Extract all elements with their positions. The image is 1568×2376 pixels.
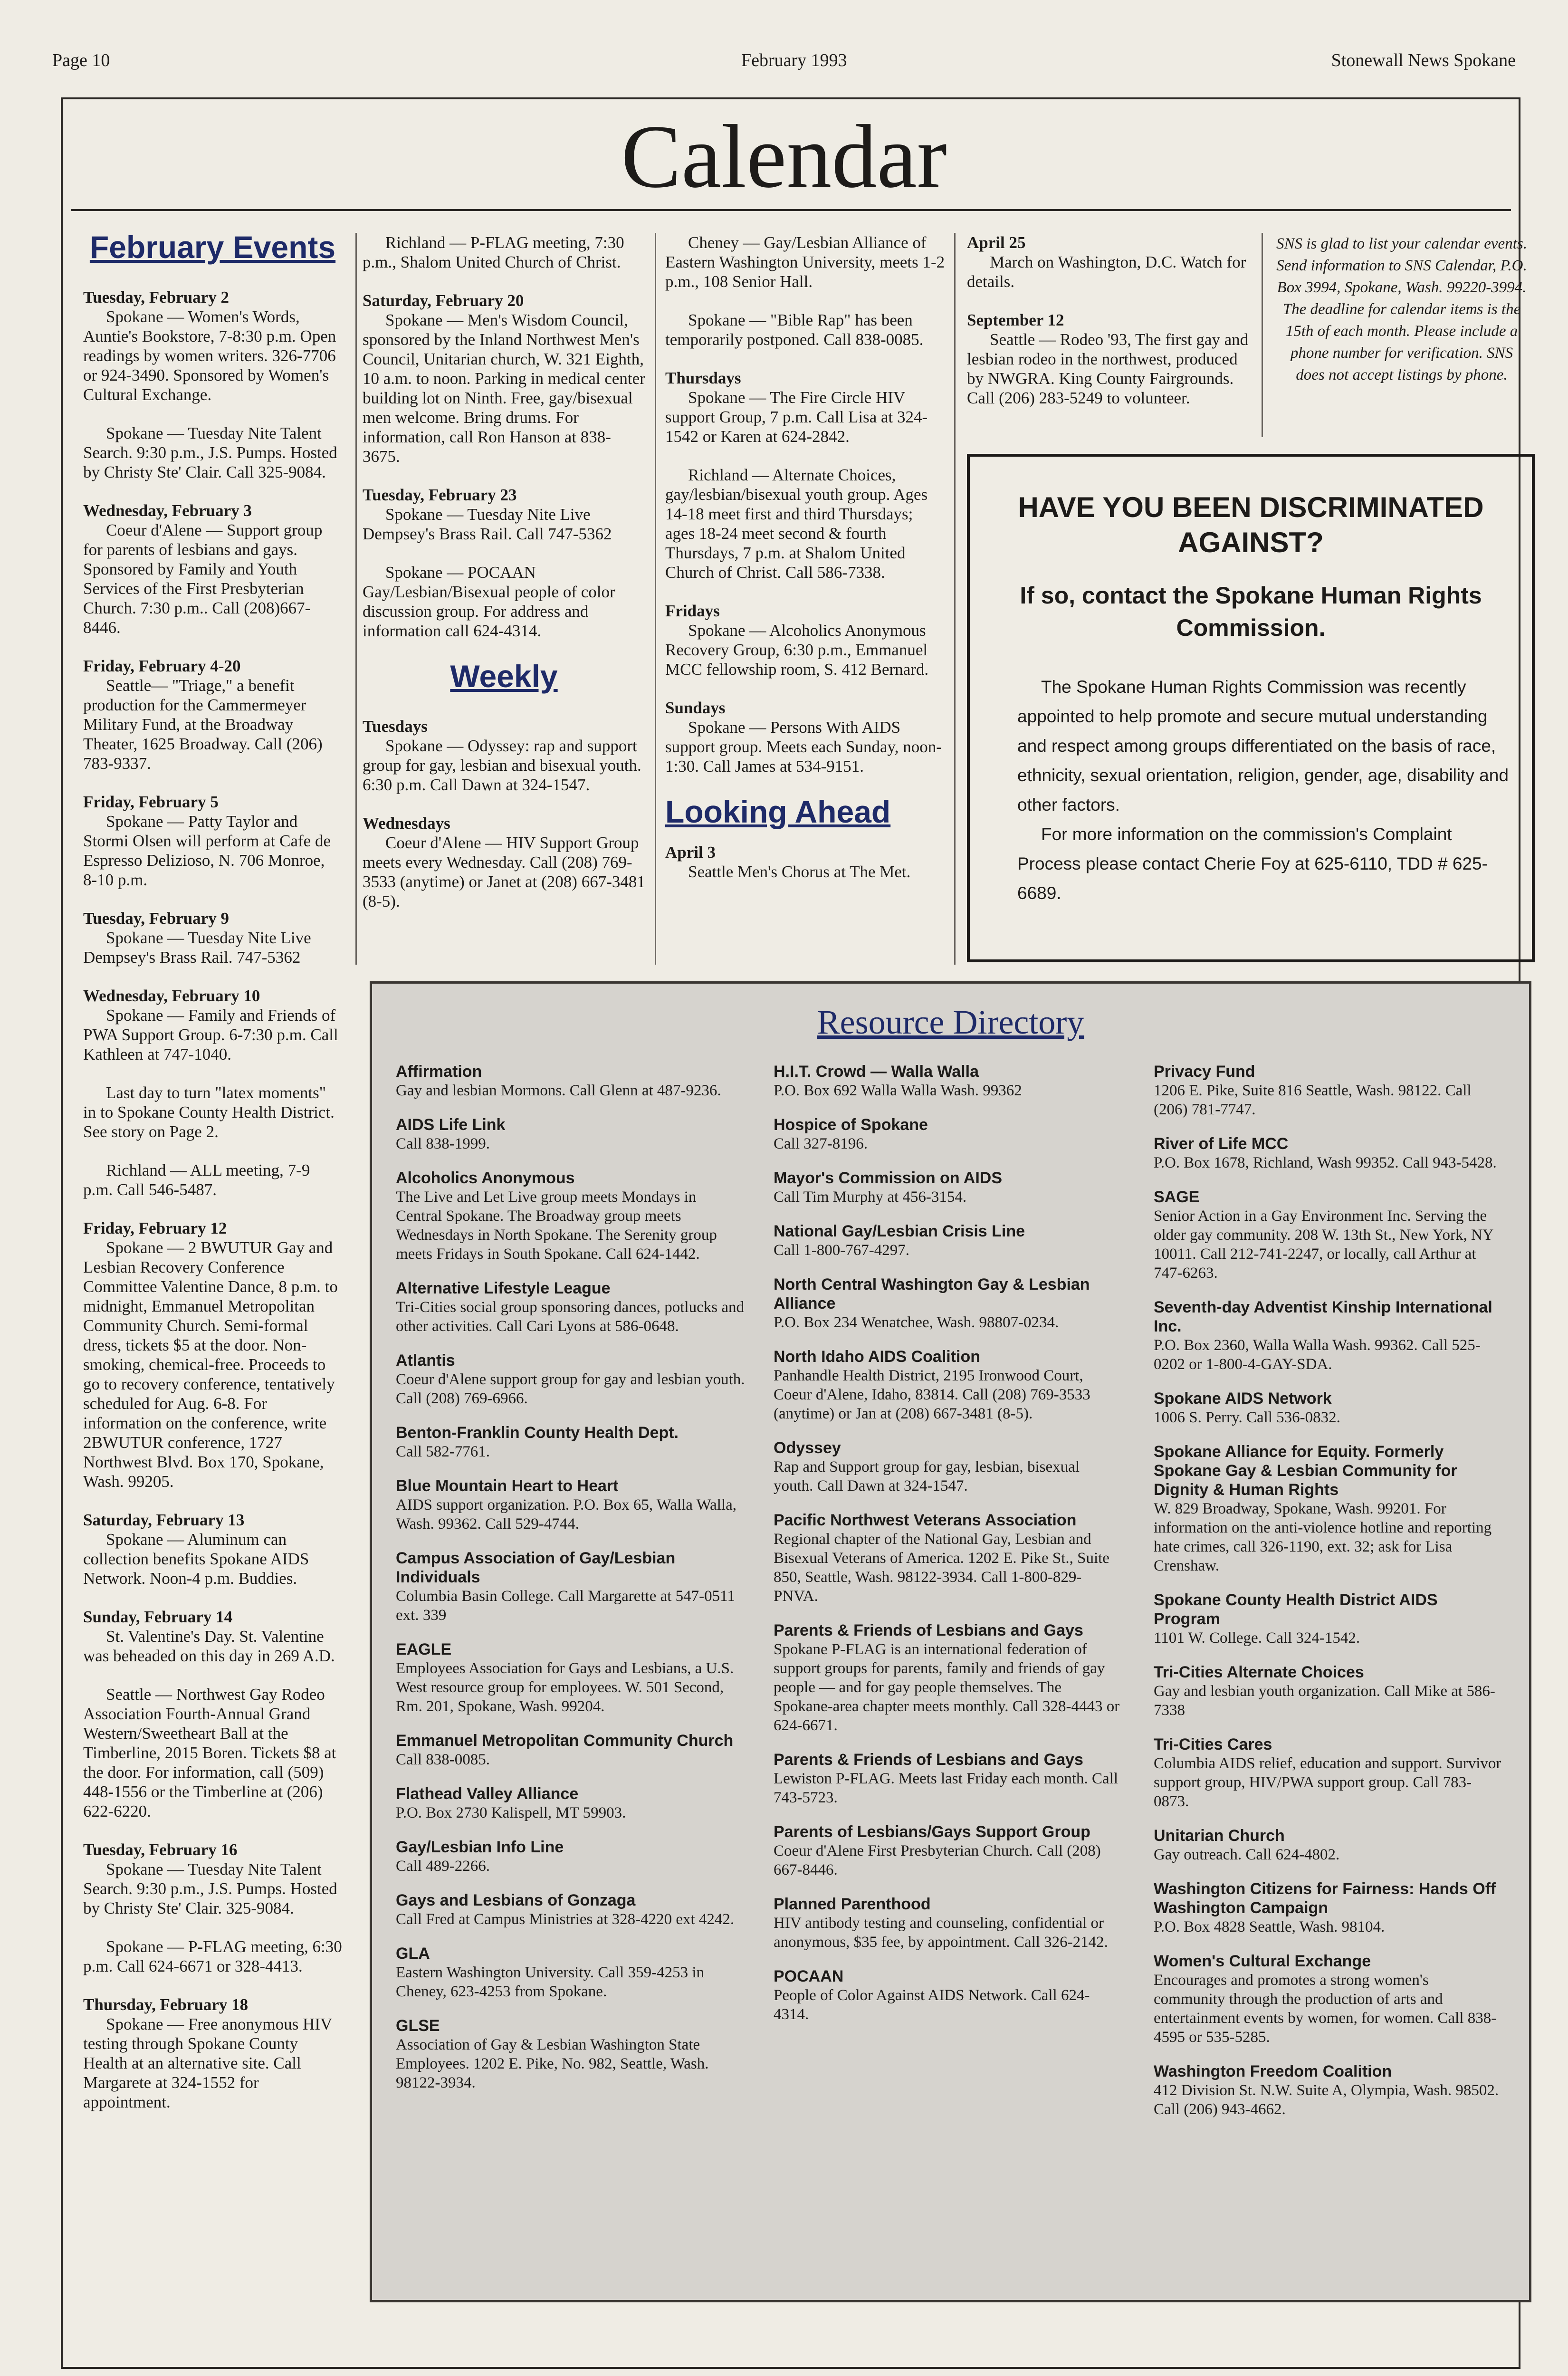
calendar-event <box>665 310 946 349</box>
resource-name: Hospice of Spokane <box>774 1116 928 1134</box>
resource-description: Gay and lesbian youth organization. Call Mike at 586-7338 <box>1154 1683 1495 1719</box>
resource-description: Eastern Washington University. Call 359-4253 in Cheney, 623-4253 from Spokane. <box>396 1964 705 2000</box>
calendar-event <box>83 423 342 482</box>
resource-name: Affirmation <box>396 1063 482 1081</box>
event-date: Tuesday, February 16 <box>83 1840 238 1859</box>
resource-name: Pacific Northwest Veterans Association <box>774 1511 1077 1529</box>
resource-description: P.O. Box 4828 Seattle, Wash. 98104. <box>1154 1918 1385 1935</box>
resource-entry <box>1154 1442 1503 1575</box>
resource-name: National Gay/Lesbian Crisis Line <box>774 1222 1025 1240</box>
resource-description: 1101 W. College. Call 324-1542. <box>1154 1629 1360 1647</box>
resource-entry <box>1154 1663 1503 1720</box>
event-text: Richland — ALL meeting, 7-9 p.m. Call 546-5487. <box>83 1161 310 1199</box>
resource-entry <box>1154 1735 1503 1811</box>
resource-description: AIDS support organization. P.O. Box 65, Walla Walla, Wash. 99362. Call 529-4744. <box>396 1496 736 1533</box>
calendar-event <box>83 501 342 637</box>
resource-description: Coeur d'Alene support group for gay and lesbian youth. Call (208) 769-6966. <box>396 1371 745 1407</box>
event-date: Thursdays <box>665 369 741 387</box>
resource-name: Spokane Alliance for Equity. Formerly Spokane Gay & Lesbian Community for Dignity & Human Rights <box>1154 1443 1457 1499</box>
calendar-column-1 <box>83 230 342 2131</box>
event-text: Spokane — Persons With AIDS support group. Meets each Sunday, noon-1:30. Call James at 534-9151. <box>665 718 942 776</box>
resource-name: Parents & Friends of Lesbians and Gays <box>774 1751 1083 1769</box>
event-text: Seattle — Northwest Gay Rodeo Association Fourth-Annual Grand Western/Sweetheart Ball at the Timberline, 2015 Boren. Tickets $8 at the door. For information, call (509) 448-1556 or the Timberline at (206) 622-6220. <box>83 1685 336 1820</box>
resource-description: The Live and Let Live group meets Mondays in Central Spokane. The Broadway group meets Wednesdays in North Spokane. The Serenity group meets Fridays in South Spokane. Call 624-1442. <box>396 1188 717 1263</box>
calendar-event <box>665 843 946 881</box>
event-text: Spokane — Men's Wisdom Council, sponsored by the Inland Northwest Men's Council, Unitarian church, W. 321 Eighth, 10 a.m. to noon. Parking in medical center building lot on Ninth. Free, gay/bisexual men welcome. Bring drums. For information, call Ron Hanson at 838-3675. <box>363 311 645 466</box>
column-divider <box>355 233 357 965</box>
resource-entry <box>396 1062 745 1100</box>
ad-body-paragraph: The Spokane Human Rights Commission was recently appointed to help promote and secure mutual understanding and respect among groups differentiated on the basis of race, ethnicity, sexual orientation, religion, gender, age, disability and other factors. <box>1017 677 1509 814</box>
event-text: March on Washington, D.C. Watch for details. <box>967 253 1246 291</box>
event-date: Saturday, February 13 <box>83 1511 245 1529</box>
resource-entry <box>396 1731 745 1769</box>
resource-description: Call 327-8196. <box>774 1135 868 1152</box>
event-text: Seattle — Rodeo '93, The first gay and lesbian rodeo in the northwest, produced by NWGRA. King County Fairgrounds. Call (206) 283-5249 to volunteer. <box>967 330 1249 407</box>
resource-entry <box>1154 1188 1503 1283</box>
event-date: Tuesday, February 9 <box>83 909 229 928</box>
resource-description: Call 838-0085. <box>396 1751 490 1768</box>
event-text: Spokane — 2 BWUTUR Gay and Lesbian Recovery Conference Committee Valentine Dance, 8 p.m. to midnight, Emmanuel Metropolitan Community Church. Semi-formal dress, tickets $5 at the door. Non-smoking, chemical-free. Proceeds to go to recovery conference, tentatively scheduled for Aug. 6-8. For information on the conference, write 2BWUTUR conference, 1727 Northwest Blvd. Box 170, Spokane, Wash. 99205. <box>83 1238 338 1491</box>
resource-entry <box>396 1549 745 1625</box>
resource-entry <box>1154 1389 1503 1427</box>
resource-entry <box>396 1891 745 1929</box>
event-text: Seattle Men's Chorus at The Met. <box>688 862 911 881</box>
event-list <box>665 843 946 881</box>
resource-name: Odyssey <box>774 1439 841 1457</box>
resource-entry <box>396 1351 745 1408</box>
event-date: Thursday, February 18 <box>83 1995 249 2014</box>
human-rights-ad <box>967 454 1535 962</box>
event-text: Spokane — The Fire Circle HIV support Group, 7 p.m. Call Lisa at 324-1542 or Karen at 624-2842. <box>665 388 928 446</box>
resource-name: Tri-Cities Cares <box>1154 1735 1272 1753</box>
calendar-event <box>363 717 645 795</box>
resource-name: SAGE <box>1154 1188 1200 1206</box>
event-text: St. Valentine's Day. St. Valentine was beheaded on this day in 269 A.D. <box>83 1627 335 1665</box>
calendar-event <box>363 563 645 641</box>
calendar-event <box>363 291 645 466</box>
resource-entry <box>1154 1298 1503 1374</box>
title-rule <box>71 209 1511 211</box>
resource-description: Panhandle Health District, 2195 Ironwood Court, Coeur d'Alene, Idaho, 83814. Call (208) 769-3533 (anytime) or Jan at (208) 667-3481 (8-5). <box>774 1367 1090 1422</box>
resource-name: Benton-Franklin County Health Dept. <box>396 1424 679 1442</box>
calendar-column-2 <box>363 233 645 930</box>
resource-description: Regional chapter of the National Gay, Lesbian and Bisexual Veterans of America. 1202 E. Pike St., Suite 850, Seattle, Wash. 98122-3934. Call 1-800-829-PNVA. <box>774 1531 1109 1605</box>
event-text: Coeur d'Alene — Support group for parents of lesbians and gays. Sponsored by Family and Youth Services of the First Presbyterian Church. 7:30 p.m.. Call (208)667-8446. <box>83 521 323 637</box>
resource-description: Columbia Basin College. Call Margarette at 547-0511 ext. 339 <box>396 1588 735 1624</box>
resource-entry <box>774 1750 1123 1807</box>
resource-entry <box>396 1838 745 1876</box>
event-list <box>363 233 645 641</box>
resource-description: Encourages and promotes a strong women's community through the production of arts and entertainment events by women, for women. Call 838-4595 or 535-5285. <box>1154 1972 1497 2046</box>
event-text: Last day to turn "latex moments" in to Spokane County Health District. See story on Page 2. <box>83 1083 335 1141</box>
calendar-event <box>363 485 645 544</box>
event-date: April 25 <box>967 233 1026 252</box>
event-date: Saturday, February 20 <box>363 291 524 310</box>
event-text: Richland — Alternate Choices, gay/lesbian/bisexual youth group. Ages 14-18 meet first and third Thursdays; ages 18-24 meet second & fourth Thursdays, 7 p.m. at Shalom United Church of Christ. Call 586-7338. <box>665 466 928 582</box>
resource-name: Alternative Lifestyle League <box>396 1279 611 1297</box>
event-list <box>363 717 645 911</box>
resource-entry <box>774 1438 1123 1495</box>
resource-name: POCAAN <box>774 1967 844 1985</box>
resource-name: Spokane AIDS Network <box>1154 1389 1332 1408</box>
page-header <box>52 50 1516 78</box>
column-divider <box>655 233 656 965</box>
resource-name: Parents of Lesbians/Gays Support Group <box>774 1823 1090 1841</box>
resource-entry <box>774 1511 1123 1606</box>
event-text: Spokane — POCAAN Gay/Lesbian/Bisexual people of color discussion group. For address and information call 624-4314. <box>363 563 615 640</box>
resource-description: 1006 S. Perry. Call 536-0832. <box>1154 1409 1340 1426</box>
event-date: Tuesdays <box>363 717 428 736</box>
resource-description: Rap and Support group for gay, lesbian, bisexual youth. Call Dawn at 324-1547. <box>774 1458 1080 1495</box>
resource-entry <box>774 1115 1123 1153</box>
resource-description: Employees Association for Gays and Lesbians, a U.S. West resource group for employees. W. 501 Second, Rm. 201, Spokane, Wash. 99204. <box>396 1660 734 1715</box>
resource-name: Atlantis <box>396 1351 455 1370</box>
calendar-event <box>83 1510 342 1588</box>
event-list <box>967 233 1252 408</box>
resource-name: Seventh-day Adventist Kinship International Inc. <box>1154 1298 1492 1335</box>
resource-description: 412 Division St. N.W. Suite A, Olympia, Wash. 98502. Call (206) 943-4662. <box>1154 2082 1499 2118</box>
event-date: Friday, February 5 <box>83 793 219 811</box>
event-text: Spokane — Family and Friends of PWA Support Group. 6-7:30 p.m. Call Kathleen at 747-1040. <box>83 1006 338 1063</box>
event-date: April 3 <box>665 843 716 862</box>
calendar-event <box>83 1685 342 1821</box>
resource-entry <box>774 1275 1123 1332</box>
resource-column <box>1154 1062 1503 2134</box>
resource-description: Columbia AIDS relief, education and support. Survivor support group, HIV/PWA support group. Call 783-0873. <box>1154 1755 1501 1810</box>
resource-description: P.O. Box 234 Wenatchee, Wash. 98807-0234. <box>774 1314 1059 1331</box>
resource-name: Washington Citizens for Fairness: Hands Off Washington Campaign <box>1154 1880 1496 1917</box>
event-date: Wednesday, February 3 <box>83 501 252 520</box>
resource-description: Gay outreach. Call 624-4802. <box>1154 1846 1340 1863</box>
resource-entry <box>774 1822 1123 1879</box>
resource-entry <box>1154 1879 1503 1936</box>
calendar-event <box>83 1607 342 1666</box>
resource-entry <box>396 1476 745 1533</box>
event-date: Tuesday, February 23 <box>363 486 517 504</box>
resource-description: P.O. Box 1678, Richland, Wash 99352. Call 943-5428. <box>1154 1154 1497 1171</box>
submission-note: SNS is glad to list your calendar events. Send information to SNS Calendar, P.O. Box 3994, Spokane, Wash. 99220-3994. The deadline for calendar items is the 15th of each month. Please include a phone number for verification. SNS does not accept listings by phone. <box>1276 235 1527 383</box>
resource-column <box>774 1062 1123 2039</box>
event-text: Spokane — "Bible Rap" has been temporarily postponed. Call 838-0085. <box>665 311 924 349</box>
resource-directory <box>370 981 1531 2302</box>
resource-name: Spokane County Health District AIDS Program <box>1154 1591 1438 1628</box>
resource-description: Call 1-800-767-4297. <box>774 1242 909 1259</box>
calendar-event <box>363 233 645 272</box>
resource-entry <box>1154 1952 1503 2047</box>
looking-ahead-heading: Looking Ahead <box>665 794 891 829</box>
resource-entry <box>774 1895 1123 1952</box>
resource-entry <box>774 1347 1123 1423</box>
event-list <box>665 233 946 776</box>
calendar-event <box>83 1840 342 1918</box>
page-title: Calendar <box>621 107 947 207</box>
event-date: Sunday, February 14 <box>83 1608 233 1626</box>
event-text: Spokane — Tuesday Nite Live Dempsey's Brass Rail. Call 747-5362 <box>363 505 612 543</box>
calendar-event <box>665 465 946 582</box>
event-date: Tuesday, February 2 <box>83 288 229 307</box>
resource-description: People of Color Against AIDS Network. Call 624-4314. <box>774 1987 1090 2023</box>
event-date: Sundays <box>665 699 726 717</box>
resource-name: Alcoholics Anonymous <box>396 1169 575 1187</box>
event-text: Spokane — Odyssey: rap and support group for gay, lesbian and bisexual youth. 6:30 p.m. Call Dawn at 324-1547. <box>363 737 641 794</box>
ad-body <box>970 644 1532 908</box>
calendar-event <box>83 656 342 773</box>
resource-name: Privacy Fund <box>1154 1063 1255 1081</box>
event-date: Wednesday, February 10 <box>83 987 260 1005</box>
calendar-event <box>967 310 1252 408</box>
event-text: Spokane — Aluminum can collection benefits Spokane AIDS Network. Noon-4 p.m. Buddies. <box>83 1530 309 1588</box>
resource-description: HIV antibody testing and counseling, confidential or anonymous, $35 fee, by appointment. Call 326-2142. <box>774 1915 1108 1951</box>
event-date: Friday, February 12 <box>83 1219 227 1237</box>
resource-entry <box>396 1115 745 1153</box>
calendar-column-4 <box>967 233 1252 427</box>
resource-description: Call 582-7761. <box>396 1443 490 1460</box>
resource-name: GLA <box>396 1945 430 1963</box>
event-text: Seattle— "Triage," a benefit production for the Cammermeyer Military Fund, at the Broadway Theater, 1625 Broadway. Call (206) 783-9337. <box>83 676 323 773</box>
calendar-event <box>83 1160 342 1199</box>
resource-entry <box>774 1621 1123 1735</box>
calendar-event <box>83 1083 342 1141</box>
resource-name: Women's Cultural Exchange <box>1154 1952 1371 1970</box>
resource-description: Call 838-1999. <box>396 1135 490 1152</box>
event-list <box>83 287 342 2112</box>
resource-entry <box>396 1640 745 1716</box>
column-divider <box>1262 233 1263 437</box>
event-text: Coeur d'Alene — HIV Support Group meets every Wednesday. Call (208) 769-3533 (anytime) or Janet at (208) 667-3481 (8-5). <box>363 834 645 910</box>
calendar-event <box>83 909 342 967</box>
resource-directory-title: Resource Directory <box>817 1003 1084 1041</box>
event-text: Spokane — Tuesday Nite Talent Search. 9:30 p.m., J.S. Pumps. Hosted by Christy Ste' Clair. Call 325-9084. <box>83 424 337 481</box>
event-text: Spokane — Alcoholics Anonymous Recovery Group, 6:30 p.m., Emmanuel MCC fellowship room, S. 412 Bernard. <box>665 621 929 679</box>
calendar-event <box>83 1995 342 2112</box>
column-divider <box>954 233 956 965</box>
event-text: Spokane — Patty Taylor and Stormi Olsen will perform at Cafe de Espresso Delizioso, N. 706 Monroe, 8-10 p.m. <box>83 812 331 889</box>
resource-name: Gay/Lesbian Info Line <box>396 1838 564 1856</box>
resource-entry <box>1154 2062 1503 2119</box>
ad-subheadline: If so, contact the Spokane Human Rights Commission. <box>1020 582 1482 641</box>
resource-column <box>396 1062 745 2108</box>
calendar-event <box>83 1218 342 1491</box>
resource-entry <box>396 1423 745 1461</box>
resource-description: Call 489-2266. <box>396 1858 490 1875</box>
calendar-event <box>83 986 342 1064</box>
event-text: Richland — P-FLAG meeting, 7:30 p.m., Shalom United Church of Christ. <box>363 233 624 271</box>
resource-name: Tri-Cities Alternate Choices <box>1154 1663 1364 1681</box>
resource-entry <box>396 1279 745 1336</box>
weekly-heading: Weekly <box>450 659 558 694</box>
calendar-event <box>83 287 342 404</box>
resource-name: Unitarian Church <box>1154 1827 1285 1845</box>
resource-entry <box>396 1944 745 2001</box>
resource-name: North Idaho AIDS Coalition <box>774 1348 981 1366</box>
calendar-event <box>967 233 1252 291</box>
resource-entry <box>1154 1062 1503 1119</box>
resource-description: Call Tim Murphy at 456-3154. <box>774 1188 967 1206</box>
calendar-event <box>83 792 342 890</box>
resource-name: Emmanuel Metropolitan Community Church <box>396 1732 734 1750</box>
resource-entry <box>1154 1134 1503 1172</box>
resource-entry <box>396 1169 745 1264</box>
resource-entry <box>774 1967 1123 2024</box>
event-date: Friday, February 4-20 <box>83 657 241 675</box>
resource-description: Coeur d'Alene First Presbyterian Church. Call (208) 667-8446. <box>774 1842 1101 1878</box>
resource-description: 1206 E. Pike, Suite 816 Seattle, Wash. 98122. Call (206) 781-7747. <box>1154 1082 1472 1118</box>
issue-date: February 1993 <box>741 50 847 70</box>
resource-description: P.O. Box 692 Walla Walla Wash. 99362 <box>774 1082 1022 1099</box>
event-date: Wednesdays <box>363 814 450 833</box>
resource-name: H.I.T. Crowd — Walla Walla <box>774 1063 979 1081</box>
page-number: Page 10 <box>52 50 110 70</box>
resource-name: Planned Parenthood <box>774 1895 931 1913</box>
event-date: September 12 <box>967 311 1064 329</box>
event-text: Spokane — Tuesday Nite Live Dempsey's Brass Rail. 747-5362 <box>83 929 311 967</box>
event-date: Fridays <box>665 602 720 620</box>
calendar-event <box>665 368 946 446</box>
ad-body-paragraph: For more information on the commission's Complaint Process please contact Cherie Foy at 625-6110, TDD # 625-6689. <box>1017 824 1488 903</box>
resource-entry <box>774 1062 1123 1100</box>
calendar-event <box>83 1937 342 1976</box>
ad-headline: HAVE YOU BEEN DISCRIMINATED AGAINST? <box>1018 491 1484 558</box>
event-text: Spokane — P-FLAG meeting, 6:30 p.m. Call 624-6671 or 328-4413. <box>83 1937 342 1975</box>
calendar-column-3 <box>665 233 946 901</box>
resource-description: Senior Action in a Gay Environment Inc. Serving the older gay community. 208 W. 13th St., New York, NY 10011. Call 212-741-2247, or locally, call Arthur at 747-6263. <box>1154 1207 1493 1282</box>
calendar-event <box>363 814 645 911</box>
resource-name: Gays and Lesbians of Gonzaga <box>396 1891 636 1909</box>
resource-description: P.O. Box 2360, Walla Walla Wash. 99362. Call 525-0202 or 1-800-4-GAY-SDA. <box>1154 1337 1481 1373</box>
resource-entry <box>774 1169 1123 1207</box>
resource-name: Mayor's Commission on AIDS <box>774 1169 1003 1187</box>
resource-name: AIDS Life Link <box>396 1116 506 1134</box>
resource-entry <box>1154 1826 1503 1864</box>
resource-name: North Central Washington Gay & Lesbian Alliance <box>774 1275 1090 1313</box>
calendar-event <box>665 233 946 291</box>
event-text: Spokane — Tuesday Nite Talent Search. 9:30 p.m., J.S. Pumps. Hosted by Christy Ste' Clair. 325-9084. <box>83 1860 337 1917</box>
resource-name: EAGLE <box>396 1640 452 1658</box>
resource-description: Lewiston P-FLAG. Meets last Friday each month. Call 743-5723. <box>774 1770 1118 1806</box>
resource-description: Gay and lesbian Mormons. Call Glenn at 487-9236. <box>396 1082 721 1099</box>
resource-name: River of Life MCC <box>1154 1135 1289 1153</box>
resource-name: Flathead Valley Alliance <box>396 1785 579 1803</box>
resource-entry <box>396 1784 745 1822</box>
resource-entry <box>396 2016 745 2092</box>
resource-description: Spokane P-FLAG is an international federation of support groups for parents, family and friends of gay people — and for gay people themselves. The Spokane-area chapter meets monthly. Call 328-4443 or 624-6671. <box>774 1641 1120 1734</box>
resource-description: Call Fred at Campus Ministries at 328-4220 ext 4242. <box>396 1911 735 1928</box>
resource-name: Washington Freedom Coalition <box>1154 2062 1392 2080</box>
resource-description: P.O. Box 2730 Kalispell, MT 59903. <box>396 1804 626 1821</box>
resource-description: Tri-Cities social group sponsoring dances, potlucks and other activities. Call Cari Lyons at 586-0648. <box>396 1299 744 1335</box>
event-text: Cheney — Gay/Lesbian Alliance of Eastern Washington University, meets 1-2 p.m., 108 Senior Hall. <box>665 233 945 291</box>
february-events-heading: February Events <box>89 230 336 265</box>
event-text: Spokane — Free anonymous HIV testing through Spokane County Health at an alternative site. Call Margarete at 324-1552 for appointment. <box>83 2015 332 2111</box>
resource-entry <box>1154 1590 1503 1648</box>
resource-description: W. 829 Broadway, Spokane, Wash. 99201. For information on the anti-violence hotline and reporting hate crimes, call 326-1190, ext. 32; ask for Lisa Crenshaw. <box>1154 1500 1492 1574</box>
resource-name: GLSE <box>396 2017 440 2035</box>
resource-entry <box>774 1222 1123 1260</box>
event-text: Spokane — Women's Words, Auntie's Bookstore, 7-8:30 p.m. Open readings by women writers. 326-7706 or 924-3490. Sponsored by Women's Cultural Exchange. <box>83 307 336 404</box>
resource-description: Association of Gay & Lesbian Washington State Employees. 1202 E. Pike, No. 982, Seattle, Wash. 98122-3934. <box>396 2036 709 2091</box>
publication-name: Stonewall News Spokane <box>1331 50 1516 70</box>
resource-name: Parents & Friends of Lesbians and Gays <box>774 1621 1083 1639</box>
calendar-event <box>665 601 946 679</box>
resource-name: Blue Mountain Heart to Heart <box>396 1477 619 1495</box>
calendar-event <box>665 698 946 776</box>
resource-name: Campus Association of Gay/Lesbian Individuals <box>396 1549 676 1586</box>
